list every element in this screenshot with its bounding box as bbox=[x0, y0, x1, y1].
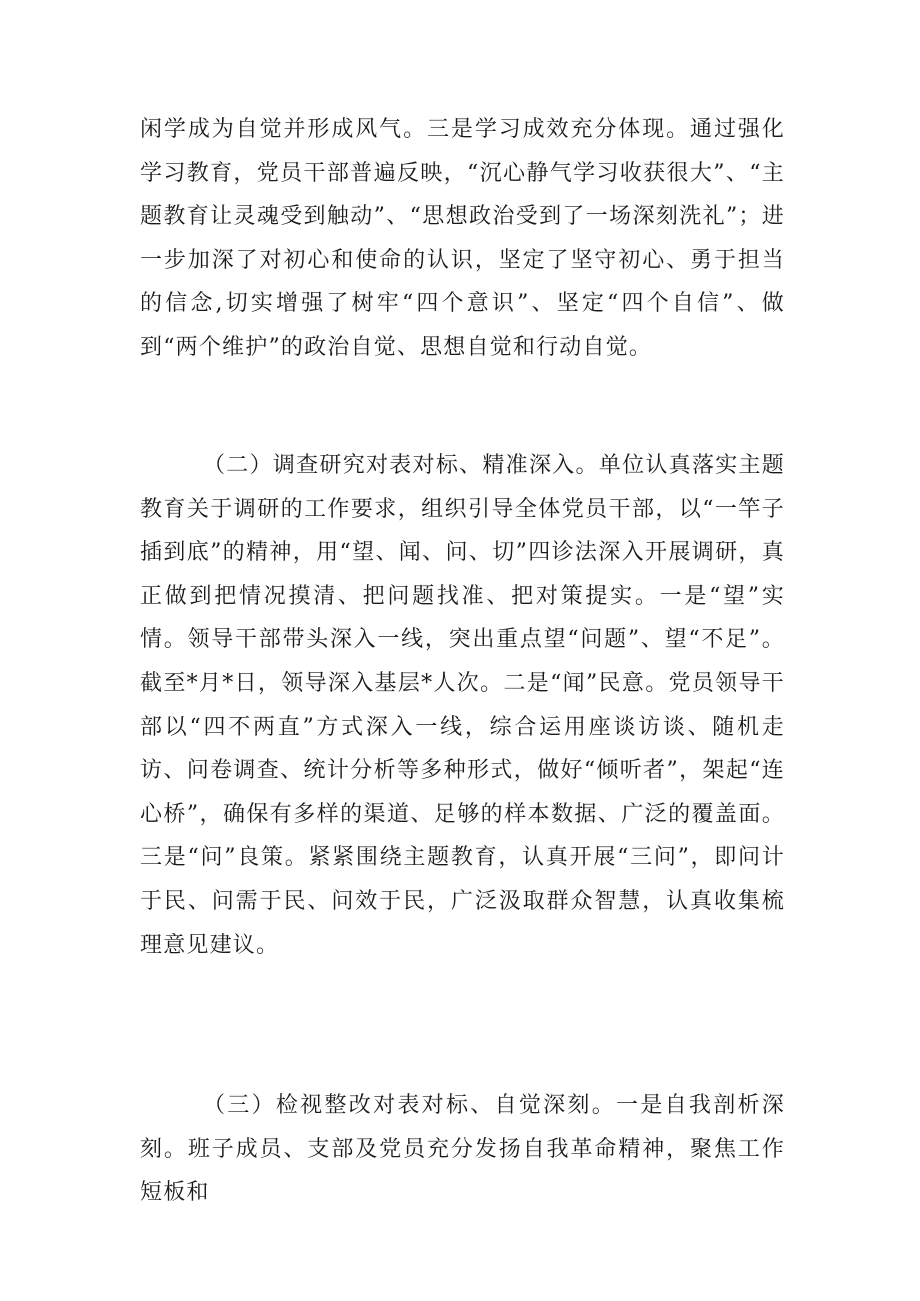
paragraph-section-3: （三）检视整改对表对标、自觉深刻。一是自我剖析深刻。班子成员、支部及党员充分发扬自我革命精神，聚焦工作短板和 bbox=[140, 1093, 785, 1206]
paragraph-continuation: 闲学成为自觉并形成风气。三是学习成效充分体现。通过强化学习教育，党员干部普遍反映，“沉心静气学习收获很大”、“主题教育让灵魂受到触动”、“思想政治受到了一场深刻洗礼”；进一步加深了对初心和使命的认识，坚定了坚守初心、勇于担当的信念,切实增强了树牢“四个意识”、坚定“四个自信”、做到“两个维护”的政治自觉、思想自觉和行动自觉。 bbox=[140, 117, 785, 360]
paragraph-section-2: （二）调查研究对表对标、精准深入。单位认真落实主题教育关于调研的工作要求，组织引导全体党员干部，以“一竿子插到底”的精神，用“望、闻、问、切”四诊法深入开展调研，真正做到把情况摸清、把问题找准、把对策提实。一是“望”实情。领导干部带头深入一线，突出重点望“问题”、望“不足”。截至*月*日，领导深入基层*人次。二是“闻”民意。党员领导干部以“四不两直”方式深入一线，综合运用座谈访谈、随机走访、问卷调查、统计分析等多种形式，做好“倾听者”，架起“连心桥”，确保有多样的渠道、足够的样本数据、广泛的覆盖面。三是“问”良策。紧紧围绕主题教育，认真开展“三问”，即问计于民、问需于民、问效于民，广泛汲取群众智慧，认真收集梳理意见建议。 bbox=[140, 453, 785, 958]
